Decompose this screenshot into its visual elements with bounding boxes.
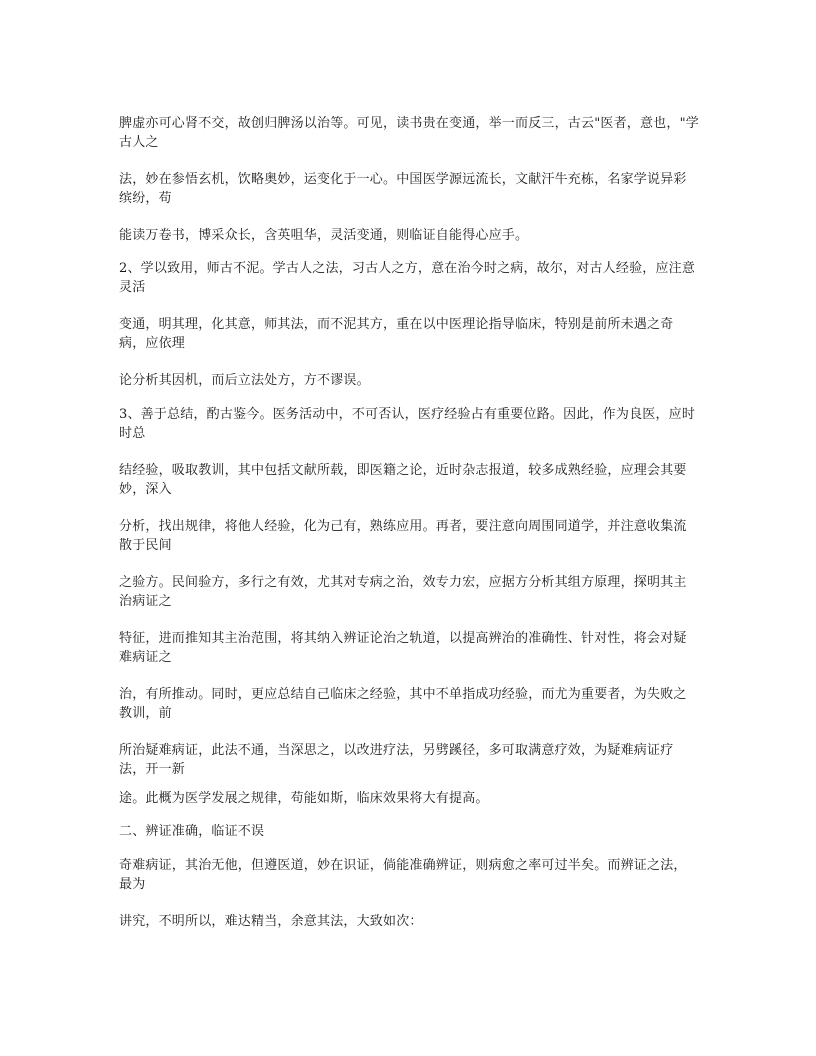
text-line-6: 论分析其因机，而后立法处方，方不谬误。 [119,373,370,388]
text-line-10: 之验方。民间验方，多行之有效，尤其对专病之治，效专力宏，应据方分析其组方原理，探明其主治病证之 [119,575,687,609]
text-line-5: 变通，明其理，化其意，师其法，而不泥其方，重在以中医理论指导临床，特别是前所未遇之奇病，应依理 [119,317,674,351]
text-line-7: 3、善于总结，酌古鉴今。医务活动中，不可否认，医疗经验占有重要位路。因此，作为良医，应时时总 [119,407,696,441]
section-heading: 二、辨证准确，临证不误 [119,824,265,839]
text-line-13: 所治疑难病证，此法不通，当深思之，以改进疗法，另劈蹊径，多可取满意疗效，为疑难病证疗法，开一新 [119,743,674,777]
text-line-17: 讲究，不明所以，难达精当，余意其法，大致如次： [119,914,423,929]
text-line-9: 分析，找出规律，将他人经验，化为己有，熟练应用。再者，要注意向周围同道学，并注意收集流散于民间 [119,519,687,553]
text-line-4: 2、学以致用，师古不泥。学古人之法，习古人之方，意在治今时之病，故尔，对古人经验，应注意灵活 [119,261,696,295]
text-line-16: 奇难病证，其治无他，但遵医道，妙在识证，倘能准确辨证，则病愈之率可过半矣。而辨证之法，最为 [119,858,687,892]
text-line-2: 法，妙在参悟玄机，饮略奥妙，运变化于一心。中国医学源远流长，文献汗牛充栋，名家学说异彩缤纷，苟 [119,172,687,206]
text-line-1: 脾虚亦可心肾不交，故创归脾汤以治等。可见，读书贵在变通，举一而反三，古云"医者，意也，"学古人之 [119,116,699,150]
text-line-12: 治，有所推动。同时，更应总结自己临床之经验，其中不单指成功经验，而尤为重要者，为失败之教训，前 [119,687,687,721]
text-line-11: 特征，进而推知其主治范围，将其纳入辨证论治之轨道，以提高辨治的准确性、针对性，将会对疑难病证之 [119,631,687,665]
text-line-3: 能读万卷书，博采众长，含英咀华，灵活变通，则临证自能得心应手。 [119,228,529,243]
text-line-8: 结经验，吸取教训，其中包括文献所载，即医籍之论，近时杂志报道，较多成熟经验，应理会其要妙，深入 [119,463,687,497]
text-line-14: 途。此概为医学发展之规律，苟能如斯，临床效果将大有提高。 [119,791,489,806]
